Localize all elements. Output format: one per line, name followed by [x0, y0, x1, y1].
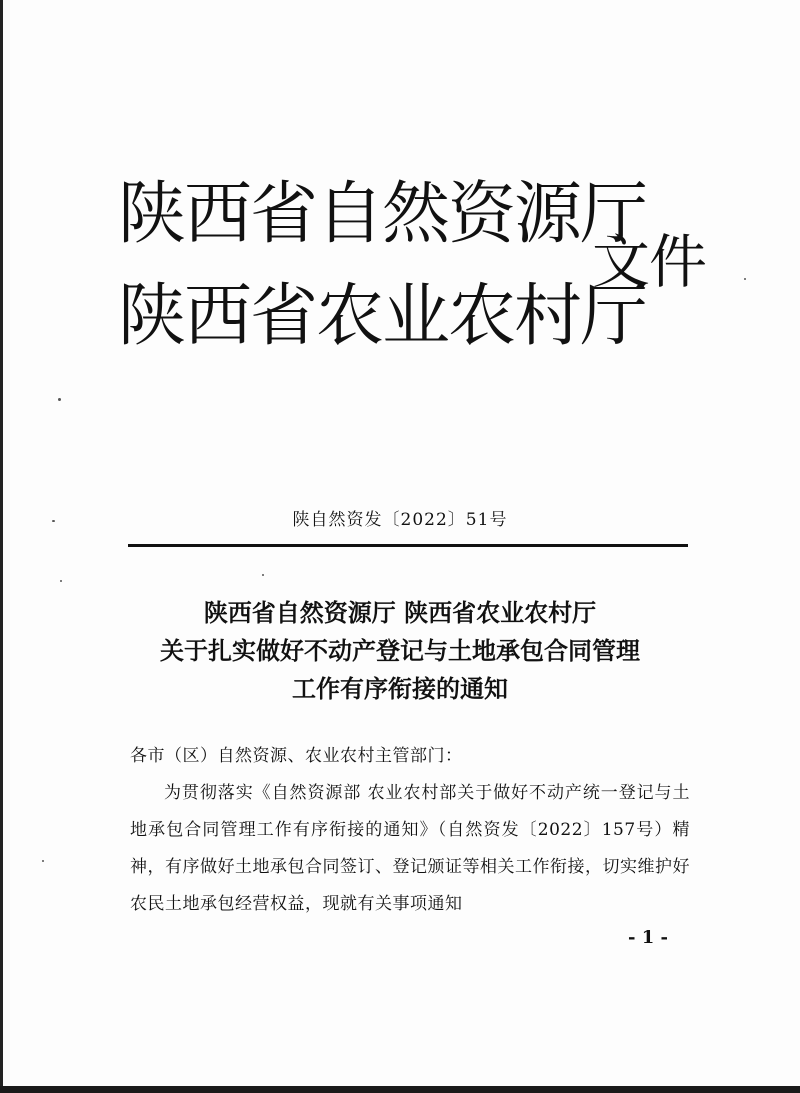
scan-speck — [744, 278, 746, 280]
document-number: 陕自然资发〔2022〕51号 — [292, 510, 508, 530]
issuing-org-1: 陕西省自然资源厅 — [118, 175, 647, 254]
scan-speck — [42, 860, 44, 862]
document-type: 文件 — [592, 228, 707, 296]
title-line-1: 陕西省自然资源厅 陕西省农业农村厅 — [203, 599, 597, 627]
scan-speck — [58, 398, 61, 401]
document-title — [0, 594, 800, 708]
issuing-authority-header — [118, 175, 718, 385]
scan-speck — [60, 580, 62, 582]
scan-speck — [262, 574, 264, 576]
title-line-2: 关于扎实做好不动产登记与土地承包合同管理 — [160, 637, 640, 665]
page-number: - 1 - — [628, 927, 668, 948]
document-body — [130, 738, 690, 923]
scan-edge-bottom — [0, 1086, 800, 1093]
salutation: 各市（区）自然资源、农业农村主管部门： — [130, 746, 463, 766]
title-line-3: 工作有序衔接的通知 — [292, 675, 508, 703]
scan-edge-left — [0, 0, 3, 1093]
header-divider — [128, 544, 688, 547]
body-paragraph: 为贯彻落实《自然资源部 农业农村部关于做好不动产统一登记与土地承包合同管理工作有序衔接的通知》（自然资发〔2022〕157号）精神，有序做好土地承包合同签订、登记颁证等相关工作衔接，切实维护好农民土地承包经营权益，现就有关事项通知 — [130, 783, 690, 914]
issuing-org-2: 陕西省农业农村厅 — [118, 277, 647, 356]
